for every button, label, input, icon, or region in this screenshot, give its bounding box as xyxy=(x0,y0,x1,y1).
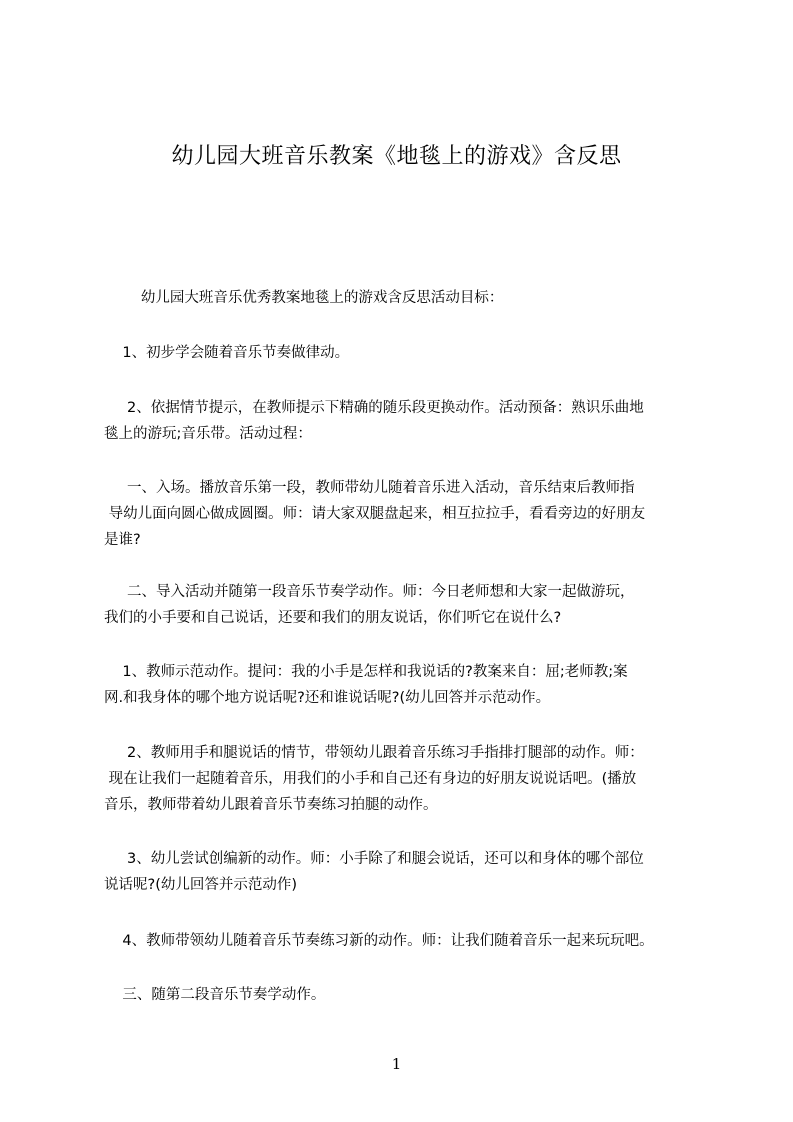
text-line: 幼儿园大班音乐优秀教案地毯上的游戏含反思活动目标： xyxy=(104,290,504,306)
text-line: 网.和我身体的哪个地方说话呢?还和谁说话呢?(幼儿回答并示范动作。 xyxy=(104,690,551,706)
page-number: 1 xyxy=(391,1055,402,1073)
paragraph-create-new-moves xyxy=(104,846,714,898)
text-line: 说话呢?(幼儿回答并示范动作) xyxy=(104,877,298,893)
paragraph-objective-1 xyxy=(104,340,714,366)
text-line: 三、随第二段音乐节奏学动作。 xyxy=(104,987,326,1003)
paragraph-step-introduction xyxy=(104,579,714,631)
text-line: 4、教师带领幼儿随着音乐节奏练习新的动作。师：让我们随着音乐一起来玩玩吧。 xyxy=(104,933,654,949)
paragraph-practice-new-moves xyxy=(104,928,714,954)
paragraph-step-entrance xyxy=(104,475,714,553)
paragraph-objectives-intro xyxy=(104,285,714,311)
text-line: 导幼儿面向圆心做成圆圈。师：请大家双腿盘起来，相互拉拉手，看看旁边的好朋友 xyxy=(104,506,646,522)
text-line: 是谁? xyxy=(104,532,141,548)
text-line: 我们的小手要和自己说话，还要和我们的朋友说话，你们听它在说什么? xyxy=(104,610,562,626)
text-line: 1、教师示范动作。提问：我的小手是怎样和我说话的?教案来自：屈;老师教;案 xyxy=(104,664,628,680)
text-line: 3、幼儿尝试创编新的动作。师：小手除了和腿会说话，还可以和身体的哪个部位 xyxy=(104,851,644,867)
text-line: 现在让我们一起随着音乐，用我们的小手和自己还有身边的好朋友说说话吧。(播放 xyxy=(104,771,637,787)
text-line: 一、入场。播放音乐第一段，教师带幼儿随着音乐进入活动，音乐结束后教师指 xyxy=(104,480,635,496)
text-line: 二、导入活动并随第一段音乐节奏学动作。师：今日老师想和大家一起做游玩， xyxy=(104,584,635,600)
text-line: 音乐，教师带着幼儿跟着音乐节奏练习拍腿的动作。 xyxy=(104,797,438,813)
text-line: 2、依据情节提示，在教师提示下精确的随乐段更换动作。活动预备：熟识乐曲地 xyxy=(104,400,644,416)
paragraph-hand-leg-practice xyxy=(104,740,714,818)
document-title: 幼儿园大班音乐教案《地毯上的游戏》含反思 xyxy=(171,144,622,169)
paragraph-teacher-demo xyxy=(104,659,714,711)
paragraph-objective-2 xyxy=(104,395,714,447)
paragraph-step-second-section xyxy=(104,982,714,1008)
text-line: 1、初步学会随着音乐节奏做律动。 xyxy=(104,345,350,361)
text-line: 毯上的游玩;音乐带。活动过程： xyxy=(104,426,312,442)
text-line: 2、教师用手和腿说话的情节，带领幼儿跟着音乐练习手指排打腿部的动作。师： xyxy=(104,745,644,761)
